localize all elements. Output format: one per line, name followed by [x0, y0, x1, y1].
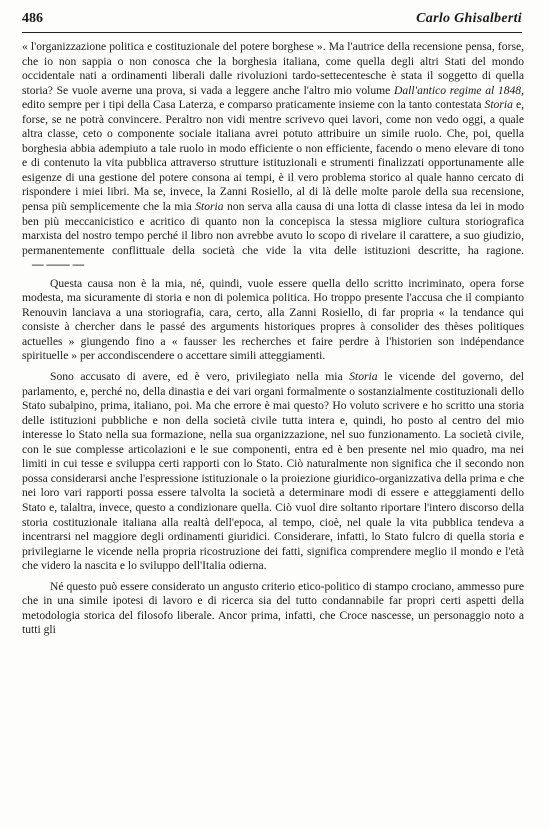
paragraph [22, 370, 524, 574]
text-run: non serva alla causa di una lotta di classe intesa da lei in modo ben più meccanicistico e acritico di quanto non la concepisca la stessa migliore cultura storiografica marxista del nostro tempo perché il libro non avrebbe avuto lo scopo di rivelare il carattere, a suo giudizio, permanentemente conflittuale della società che vide la vita delle istituzioni descritte, ha ragione. [22, 200, 524, 257]
trailing-dashes: — —— — [32, 258, 85, 272]
text-run: Né questo può essere considerato un angusto criterio etico-politico di stampo crociano, ammesso pure che in una simile ipotesi di lavoro e di ricerca sia del tutto condannabile far propri certi aspetti della metodologia storica del filosofo liberale. Ancor prima, infatti, che Croce nascesse, un personaggio noto a tutti gli [22, 579, 524, 637]
page-header [22, 10, 522, 33]
paragraph [22, 40, 524, 273]
text-run: Sono accusato di avere, ed è vero, privilegiato nella mia [50, 370, 350, 384]
italic-text: Storia [349, 370, 378, 384]
italic-text: Storia [484, 98, 513, 112]
paragraph [22, 277, 524, 364]
text-run: Questa causa non è la mia, né, quindi, vuole essere quella dello scritto incriminato, opera forse modesta, ma sicuramente di storia e non di polemica politica. Ho troppo presente l'accusa che il compianto Renouvin lanciava a una storiografia, cara, certo, alla Zanni Rosiello, di far propria « la tendance qui consiste à chercher dans le passé des arguments historiques propres à consolider des thèses politiques actuelles » giungendo fino a « fausser les recherches et faire perdre à l'historien son indépendance spirituelle » per accondiscendere o accettare simili atteggiamenti. [22, 276, 524, 363]
text-run: le vicende del governo, del parlamento, e, perché no, della dinastia e dei vari organi formalmente o sostanzialmente costituzionali dello Stato subalpino, prima, italiano, poi. Ma che errore è mai questo? Ho voluto scrivere e ho scritto una storia delle istituzioni pubbliche e non della società civile tutta intera e, quindi, ho posto al centro del mio interesse lo Stato nella sua formazione, nella sua organizzazione, nel suo funzionamento. La società civile, con le sue complesse articolazioni e le sue componenti, entra ed è ben presente nel mio quadro, ma nei limiti in cui tesse e sviluppa certi rapporti con lo Stato. Ciò naturalmente non significa che il secondo non possa considerarsi anche l'espressione istituzionale o la proiezione giuridico-organizzativa della prima e che nei loro vari rapporti possa essere talvolta la società a determinare modi di essere e atteggiamenti dello Stato e, talaltra, invece, questo a condizionare quella. Ciò vuol dire soltanto riportare l'intero discorso della storia costituzionale italiana alla realtà dell'epoca, al tempo, cioè, nel quale la vita pubblica tendeva a incentrarsi nel maggiore degli ordinamenti giuridici. Considerare, infatti, lo Stato fulcro di quella storia e privilegiarne le vicende nella propria ricostruzione dei fatti, significa comprendere meglio il mondo e l'età che videro la nascita e lo sviluppo dell'Italia odierna. [22, 370, 524, 573]
italic-text: Storia [195, 200, 224, 214]
text-run: e, forse, se ne potrà convincere. Peraltro non vidi mentre scrivevo quei lavori, come non vedo oggi, a quale altra classe, ceto o componente sociale italiana avrei potuto attribuire un simile ruolo. Che, poi, quella borghesia abbia adempiuto a tale ruolo in modo efficiente o non efficiente, facendo o meno elevare di tono e di contenuto la vita pubblica attraverso strutture istituzionali e strumenti finalizzati opportunamente alle esigenze di una gestione del potere consona ai tempi, è il vero problema storico al quale hanno cercato di rispondere i miei libri. Ma se, invece, la Zanni Rosiello, al di là delle molte parole della sua recensione, pensa più semplicemente che la mia [22, 98, 524, 214]
italic-text: Dall'antico regime al 1848 [394, 83, 522, 97]
page-number: 486 [22, 11, 43, 26]
text-run: « l'organizzazione politica e costituzionale del potere borghese ». Ma l'autrice della recensione pensa, forse, che io non sappia o non conosca che la borghesia italiana, come quella degli altri Stati del mondo occidentale nati a ordinamenti liberali dalle rivoluzioni tardo-settecentesche è stata il soggetto di quella storia? Se vuole averne una prova, si vada a leggere anche l'altro mio volume [22, 40, 524, 97]
text-run: , edito sempre per i tipi della Casa Laterza, e comparso praticamente insieme con la tanto contestata [22, 83, 524, 112]
body-text [22, 40, 524, 638]
running-head: Carlo Ghisalberti [416, 11, 522, 26]
paragraph [22, 580, 524, 638]
